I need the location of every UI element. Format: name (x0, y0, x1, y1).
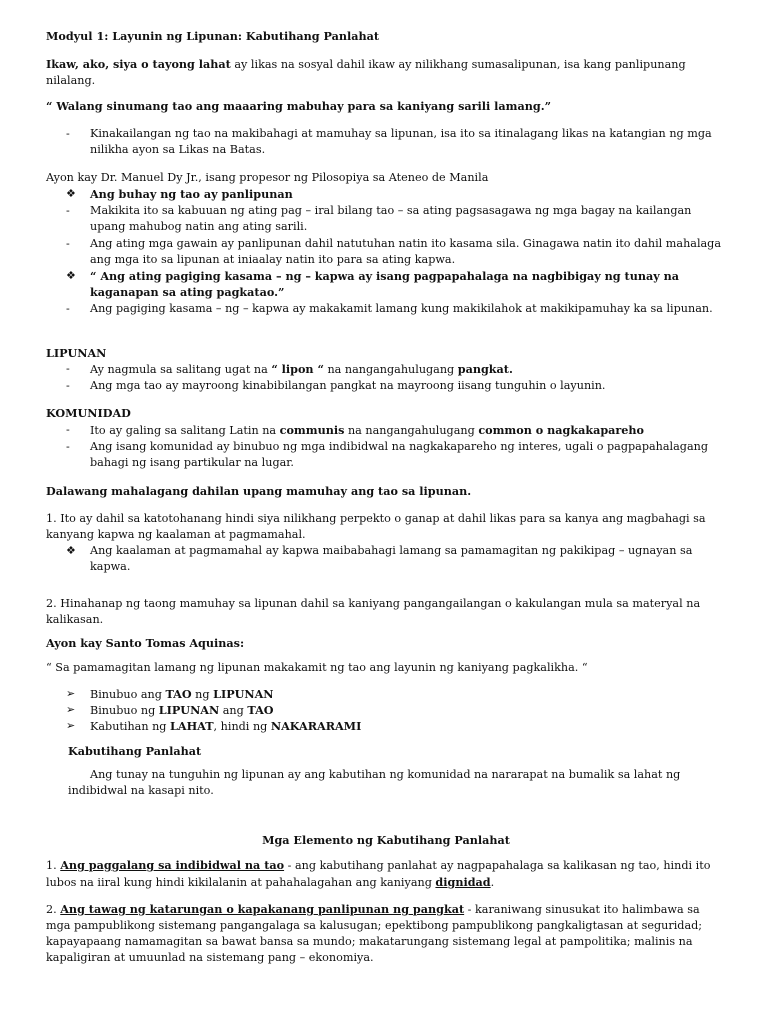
text-run-bold: “ lipon “ (271, 362, 324, 376)
lipunan-heading: LIPUNAN (46, 346, 107, 360)
element-text: . (490, 876, 495, 889)
list-item-text (90, 702, 726, 719)
text-run-bold: common o nagkakapareho (478, 423, 644, 437)
text-run-bold: communis (279, 423, 345, 437)
element-number: 2. (46, 903, 57, 916)
text-run-bold: NAKARARAMI (270, 719, 362, 733)
text-run: ang (219, 704, 248, 717)
intro-rest: ay likas na sosyal dahil ikaw ay nilikhang sumasalipunan, isa kang panlipunang nilalang. (46, 58, 686, 87)
list-item-text: Ang kaalaman at pagmamahal ay kapwa maibabahagi lamang sa pamamagitan ng pakikipag – ugnayan sa kapwa. (90, 544, 693, 573)
text-run-bold: TAO (247, 703, 274, 717)
list-item-text: “ Ang ating pagiging kasama – ng – kapwa ay isang pagpapahalaga na nagbibigay ng tunay na kaganapan sa ating pagkatao.” (90, 269, 679, 299)
text-run: Kabutihan ng (90, 720, 171, 733)
text-run: na nangangahulugang (344, 424, 479, 437)
list-item-text: Ang mga tao ay mayroong kinabibilangan pangkat na mayroong iisang tunguhin o layunin. (90, 379, 606, 392)
element-1 (46, 857, 726, 891)
intro-paragraph (46, 56, 726, 89)
element-keyword: dignidad (435, 875, 491, 889)
text-run: , hindi ng (213, 720, 271, 733)
element-title: Ang paggalang sa indibidwal na tao (60, 858, 285, 872)
list-item-text (90, 686, 726, 703)
dash-marker: - (66, 237, 70, 250)
text-run: na nangangahulugang (323, 363, 458, 376)
list-item-text: Kinakailangan ng tao na makibahagi at mamuhay sa lipunan, isa ito sa itinalagang likas na katangian ng mga nilikha ayon sa Likas na Batas. (90, 127, 712, 156)
text-run-bold: LIPUNAN (158, 703, 220, 717)
text-run: Binubuo ng (90, 704, 159, 717)
list-item-text: Ang isang komunidad ay binubuo ng mga indibidwal na nagkakapareho ng interes, ugali o pagpapahalagang bahagi ng isang partikular na lugar. (90, 440, 708, 469)
list-item-text: Ang ating mga gawain ay panlipunan dahil natutuhan natin ito kasama sila. Ginagawa natin ito dahil mahalaga ang mga ito sa lipunan at iniaalay natin ito para sa ating kapwa. (90, 237, 722, 266)
aquinas-quote: “ Sa pamamagitan lamang ng lipunan makakamit ng tao ang layunin ng kaniyang pagkalikha. “ (46, 661, 588, 674)
reason-1: 1. Ito ay dahil sa katotohanang hindi siya nilikhang perpekto o ganap at dahil likas para sa kanya ang magbahagi sa kanyang kapwa ng kaalaman at pagmamahal. (46, 512, 706, 541)
diamond-bullet-icon: ❖ (66, 269, 77, 282)
dash-marker: - (66, 423, 70, 436)
list-item-text: Ang buhay ng tao ay panlipunan (90, 187, 293, 201)
module-title: Modyul 1: Layunin ng Lipunan: Kabutihang Panlahat (46, 29, 380, 43)
dash-marker: - (66, 362, 70, 375)
dalawang-heading: Dalawang mahalagang dahilan upang mamuhay ang tao sa lipunan. (46, 484, 472, 498)
element-text: - karaniwang sinusukat ito halimbawa sa mga pampublikong sistemang pangangalaga sa kalusugan; epektibong pampublikong pangkaligtasan at seguridad; kapayapaang namamagitan sa bawat bansa sa mundo; makatarungang sistemang legal at pampolitika; malinis na kapaligiran at umuunlad na sistemang pang – ekonomiya. (46, 903, 703, 964)
element-text: - ang kabutihang panlahat ay nagpapahalaga sa kalikasan ng tao, hindi ito lubos na iiral kung hindi kikilalanin at pahahalagahan ang kaniyang (46, 859, 711, 889)
text-run: Binubuo ang (90, 688, 166, 701)
dash-marker: - (66, 440, 70, 453)
komunidad-heading: KOMUNIDAD (46, 406, 131, 420)
arrow-bullet-icon: ➢ (66, 687, 76, 700)
main-quote: “ Walang sinumang tao ang maaaring mabuhay para sa kaniyang sarili lamang.” (46, 99, 552, 113)
dash-marker: - (66, 379, 70, 392)
list-item-text: Ang pagiging kasama – ng – kapwa ay makakamit lamang kung makikilahok at makikipamuhay ka sa lipunan. (90, 302, 713, 315)
dash-marker: - (66, 204, 70, 217)
diamond-bullet-icon: ❖ (66, 544, 77, 557)
text-run-bold: LAHAT (170, 719, 214, 733)
reason-2: 2. Hinahanap ng taong mamuhay sa lipunan dahil sa kaniyang pangangailangan o kakulangan mula sa materyal na kalikasan. (46, 597, 701, 626)
arrow-bullet-icon: ➢ (66, 703, 76, 716)
aquinas-heading: Ayon kay Santo Tomas Aquinas: (46, 636, 245, 650)
ayon-dy-line: Ayon kay Dr. Manuel Dy Jr., isang propesor ng Pilosopiya sa Ateneo de Manila (46, 171, 489, 184)
element-title: Ang tawag ng katarungan o kapakanang panlipunan ng pangkat (60, 902, 465, 916)
list-item-text (90, 361, 726, 378)
kabutihang-text: Ang tunay na tunguhin ng lipunan ay ang kabutihan ng komunidad na nararapat na bumalik sa lahat ng indibidwal na kasapi nito. (68, 768, 681, 797)
diamond-bullet-icon: ❖ (66, 187, 77, 200)
element-number: 1. (46, 859, 57, 872)
text-run: ng (191, 688, 214, 701)
text-run-bold: TAO (165, 687, 192, 701)
list-item-text (90, 718, 726, 735)
element-2 (46, 901, 726, 966)
text-run: Ay nagmula sa salitang ugat na (90, 363, 272, 376)
dash-marker: - (66, 302, 70, 315)
text-run: Ito ay galing sa salitang Latin na (90, 424, 280, 437)
kabutihang-heading: Kabutihang Panlahat (68, 744, 202, 758)
elemento-heading: Mga Elemento ng Kabutihang Panlahat (262, 833, 510, 847)
list-item-text (90, 422, 726, 439)
arrow-bullet-icon: ➢ (66, 719, 76, 732)
list-item-text: Makikita ito sa kabuuan ng ating pag – iral bilang tao – sa ating pagsasagawa ng mga bagay na kailangan upang mahubog natin ang ating sarili. (90, 204, 692, 233)
text-run-bold: LIPUNAN (213, 687, 274, 701)
dash-marker: - (66, 127, 70, 140)
text-run-bold: pangkat. (457, 362, 513, 376)
intro-bold: Ikaw, ako, siya o tayong lahat (46, 57, 231, 71)
